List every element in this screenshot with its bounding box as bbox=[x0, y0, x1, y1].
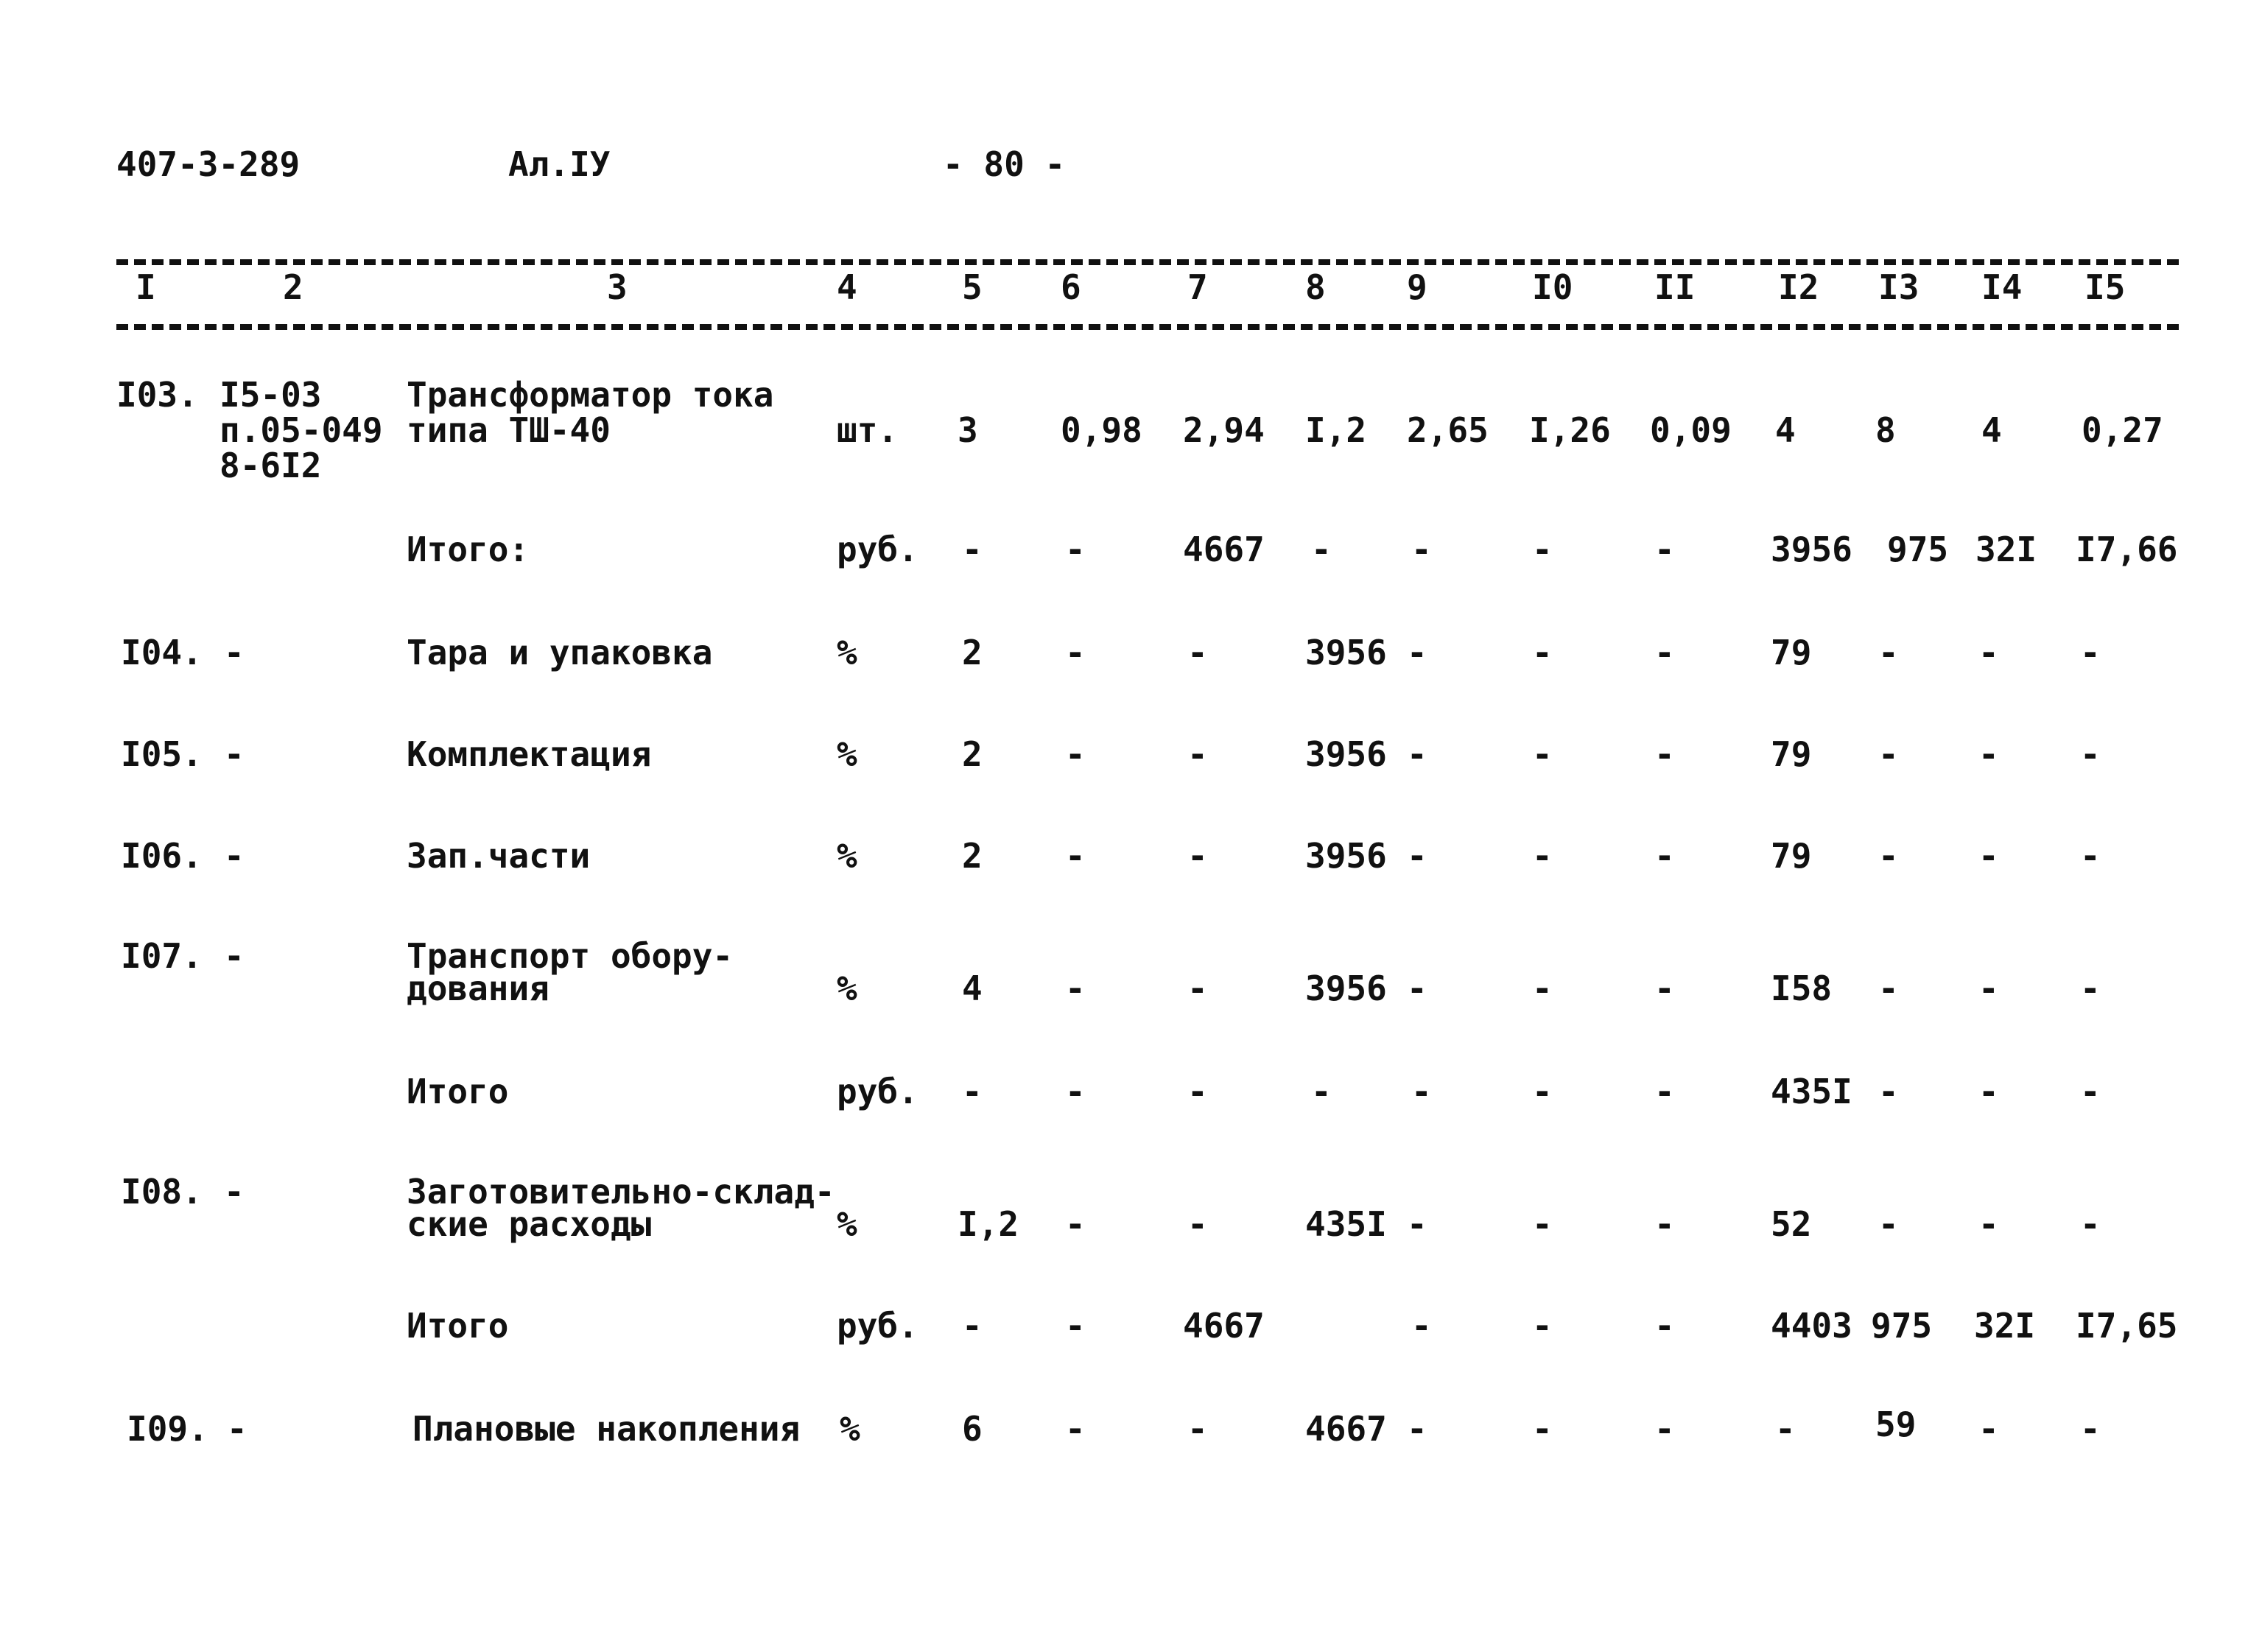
cell-col13: - bbox=[1878, 734, 1899, 774]
cell-col14: - bbox=[1978, 836, 1999, 876]
cell-col8: 3956 bbox=[1305, 836, 1387, 876]
cell-col9: 2,65 bbox=[1407, 410, 1489, 450]
cell-col5: - bbox=[962, 530, 983, 569]
cell-col11: - bbox=[1654, 1072, 1675, 1111]
cell-col10: - bbox=[1532, 633, 1553, 672]
cell-col7: - bbox=[1187, 1072, 1208, 1111]
cell-col5: 2 bbox=[962, 734, 983, 774]
row-name-line: Транспорт обору- bbox=[407, 936, 734, 976]
cell-col11: - bbox=[1654, 836, 1675, 876]
cell-col5: 6 bbox=[962, 1409, 983, 1449]
cell-col6: 0,98 bbox=[1061, 410, 1142, 450]
column-header: II bbox=[1654, 267, 1696, 307]
row-number: I03. bbox=[116, 375, 198, 415]
cell-col10: - bbox=[1532, 1204, 1553, 1244]
cell-col15: - bbox=[2080, 734, 2101, 774]
cell-col11: - bbox=[1654, 734, 1675, 774]
header-bottom-rule bbox=[116, 324, 2179, 330]
cell-col15: - bbox=[2080, 1204, 2101, 1244]
cell-col7: - bbox=[1187, 1409, 1208, 1449]
cell-col7: - bbox=[1187, 1204, 1208, 1244]
cell-col15: I7,66 bbox=[2076, 530, 2178, 569]
cell-col6: - bbox=[1065, 633, 1086, 672]
cell-col12: 79 bbox=[1771, 836, 1812, 876]
cell-col9: - bbox=[1411, 530, 1432, 569]
cell-col15: I7,65 bbox=[2076, 1306, 2178, 1346]
row-code-line: - bbox=[227, 1409, 247, 1449]
cell-col6: - bbox=[1065, 1072, 1086, 1111]
row-name-line: ские расходы bbox=[407, 1204, 652, 1244]
cell-col13: 975 bbox=[1871, 1306, 1933, 1346]
row-code-line: - bbox=[224, 836, 245, 876]
cell-col14: - bbox=[1978, 633, 1999, 672]
cell-col6: - bbox=[1065, 1204, 1086, 1244]
row-name-line: Комплектация bbox=[407, 734, 652, 774]
cell-col10: - bbox=[1532, 1409, 1553, 1449]
column-header: 2 bbox=[283, 267, 303, 307]
cell-col12: I58 bbox=[1771, 969, 1833, 1008]
cell-col5: 2 bbox=[962, 633, 983, 672]
cell-col13: 59 bbox=[1875, 1405, 1917, 1444]
cell-col7: 4667 bbox=[1183, 530, 1265, 569]
header-top-rule bbox=[116, 259, 2179, 265]
cell-col5: I,2 bbox=[958, 1204, 1019, 1244]
column-header: I0 bbox=[1532, 267, 1573, 307]
row-unit: % bbox=[840, 1409, 860, 1449]
row-number: I09. bbox=[127, 1409, 208, 1449]
cell-col6: - bbox=[1065, 1409, 1086, 1449]
column-header: 9 bbox=[1407, 267, 1427, 307]
cell-col14: - bbox=[1978, 1409, 1999, 1449]
cell-col6: - bbox=[1065, 734, 1086, 774]
cell-col13: - bbox=[1878, 633, 1899, 672]
cell-col8: 435I bbox=[1305, 1204, 1387, 1244]
row-code-line: I5-03 bbox=[219, 375, 322, 415]
cell-col7: 2,94 bbox=[1183, 410, 1265, 450]
cell-col10: I,26 bbox=[1529, 410, 1611, 450]
column-header: I2 bbox=[1778, 267, 1819, 307]
cell-col9: - bbox=[1407, 633, 1427, 672]
cell-col8: - bbox=[1311, 530, 1332, 569]
row-name-line: Итого bbox=[407, 1306, 509, 1346]
cell-col9: - bbox=[1407, 969, 1427, 1008]
row-name-line: дования bbox=[407, 969, 549, 1008]
cell-col15: - bbox=[2080, 969, 2101, 1008]
cell-col15: - bbox=[2080, 633, 2101, 672]
cell-col12: 3956 bbox=[1771, 530, 1852, 569]
cell-col14: - bbox=[1978, 1072, 1999, 1111]
page-number: - 80 - bbox=[943, 144, 1066, 184]
cell-col15: - bbox=[2080, 1072, 2101, 1111]
column-header: 4 bbox=[837, 267, 857, 307]
row-code-line: 8-6I2 bbox=[219, 446, 322, 485]
cell-col15: - bbox=[2080, 836, 2101, 876]
cell-col10: - bbox=[1532, 1306, 1553, 1346]
cell-col5: 3 bbox=[958, 410, 978, 450]
row-unit: % bbox=[837, 836, 857, 876]
row-unit: % bbox=[837, 633, 857, 672]
cell-col5: - bbox=[962, 1306, 983, 1346]
cell-col14: - bbox=[1978, 734, 1999, 774]
cell-col8: 4667 bbox=[1305, 1409, 1387, 1449]
cell-col14: - bbox=[1978, 1204, 1999, 1244]
row-code-line: - bbox=[224, 734, 245, 774]
album-number: Ал.IУ bbox=[508, 144, 611, 184]
cell-col15: 0,27 bbox=[2082, 410, 2163, 450]
cell-col11: - bbox=[1654, 1204, 1675, 1244]
row-code-line: - bbox=[224, 936, 245, 976]
cell-col6: - bbox=[1065, 1306, 1086, 1346]
cell-col12: - bbox=[1775, 1409, 1796, 1449]
column-header: 8 bbox=[1305, 267, 1326, 307]
cell-col12: 435I bbox=[1771, 1072, 1852, 1111]
cell-col8: 3956 bbox=[1305, 969, 1387, 1008]
cell-col10: - bbox=[1532, 734, 1553, 774]
row-number: I06. bbox=[121, 836, 203, 876]
cell-col11: - bbox=[1654, 1306, 1675, 1346]
cell-col6: - bbox=[1065, 969, 1086, 1008]
row-name-line: Плановые накопления bbox=[412, 1409, 801, 1449]
cell-col11: - bbox=[1654, 530, 1675, 569]
cell-col15: - bbox=[2080, 1409, 2101, 1449]
cell-col13: - bbox=[1878, 836, 1899, 876]
cell-col11: - bbox=[1654, 969, 1675, 1008]
cell-col7: - bbox=[1187, 969, 1208, 1008]
cell-col13: - bbox=[1878, 1072, 1899, 1111]
cell-col5: 2 bbox=[962, 836, 983, 876]
row-name-line: Тара и упаковка bbox=[407, 633, 713, 672]
row-unit: руб. bbox=[837, 530, 919, 569]
cell-col6: - bbox=[1065, 836, 1086, 876]
cell-col7: 4667 bbox=[1183, 1306, 1265, 1346]
row-unit: руб. bbox=[837, 1072, 919, 1111]
document-code: 407-3-289 bbox=[116, 144, 301, 184]
cell-col8: I,2 bbox=[1305, 410, 1367, 450]
cell-col11: - bbox=[1654, 633, 1675, 672]
cell-col7: - bbox=[1187, 633, 1208, 672]
row-number: I04. bbox=[121, 633, 203, 672]
column-header: I3 bbox=[1878, 267, 1919, 307]
cell-col13: - bbox=[1878, 1204, 1899, 1244]
cell-col8: 3956 bbox=[1305, 734, 1387, 774]
column-header: 3 bbox=[607, 267, 628, 307]
cell-col6: - bbox=[1065, 530, 1086, 569]
cell-col9: - bbox=[1407, 734, 1427, 774]
cell-col7: - bbox=[1187, 836, 1208, 876]
cell-col7: - bbox=[1187, 734, 1208, 774]
cell-col13: 8 bbox=[1875, 410, 1896, 450]
page-header bbox=[0, 144, 2262, 196]
row-unit: % bbox=[837, 1204, 857, 1244]
row-name-line: Итого bbox=[407, 1072, 509, 1111]
cell-col12: 4403 bbox=[1771, 1306, 1852, 1346]
row-code-line: - bbox=[224, 1172, 245, 1212]
cell-col12: 79 bbox=[1771, 734, 1812, 774]
column-header: 5 bbox=[962, 267, 983, 307]
cell-col11: 0,09 bbox=[1650, 410, 1732, 450]
row-unit: % bbox=[837, 969, 857, 1008]
column-header: I4 bbox=[1981, 267, 2023, 307]
cell-col9: - bbox=[1411, 1306, 1432, 1346]
cell-col12: 4 bbox=[1775, 410, 1796, 450]
cell-col13: - bbox=[1878, 969, 1899, 1008]
column-header: 6 bbox=[1061, 267, 1081, 307]
row-unit: % bbox=[837, 734, 857, 774]
row-number: I05. bbox=[121, 734, 203, 774]
cell-col14: 4 bbox=[1981, 410, 2002, 450]
cell-col12: 79 bbox=[1771, 633, 1812, 672]
cell-col9: - bbox=[1407, 1204, 1427, 1244]
cell-col10: - bbox=[1532, 530, 1553, 569]
column-header-row bbox=[0, 267, 2262, 314]
column-header: 7 bbox=[1187, 267, 1208, 307]
cell-col14: 32I bbox=[1974, 1306, 2036, 1346]
row-name-line: Трансформатор тока bbox=[407, 375, 774, 415]
cell-col8: - bbox=[1311, 1072, 1332, 1111]
row-name-line: Заготовительно-склад- bbox=[407, 1172, 835, 1212]
cell-col13: 975 bbox=[1887, 530, 1949, 569]
row-number: I07. bbox=[121, 936, 203, 976]
cell-col5: - bbox=[962, 1072, 983, 1111]
row-unit: шт. bbox=[837, 410, 899, 450]
row-name-line: типа ТШ-40 bbox=[407, 410, 611, 450]
row-number: I08. bbox=[121, 1172, 203, 1212]
cell-col9: - bbox=[1407, 836, 1427, 876]
cell-col9: - bbox=[1407, 1409, 1427, 1449]
row-name-line: Итого: bbox=[407, 530, 530, 569]
row-code-line: п.05-049 bbox=[219, 410, 383, 450]
cell-col10: - bbox=[1532, 836, 1553, 876]
cell-col10: - bbox=[1532, 969, 1553, 1008]
column-header: I5 bbox=[2084, 267, 2126, 307]
cell-col8: 3956 bbox=[1305, 633, 1387, 672]
cell-col9: - bbox=[1411, 1072, 1432, 1111]
cell-col11: - bbox=[1654, 1409, 1675, 1449]
cell-col14: - bbox=[1978, 969, 1999, 1008]
row-name-line: Зап.части bbox=[407, 836, 591, 876]
row-code-line: - bbox=[224, 633, 245, 672]
row-unit: руб. bbox=[837, 1306, 919, 1346]
column-header: I bbox=[136, 267, 156, 307]
cell-col5: 4 bbox=[962, 969, 983, 1008]
cell-col10: - bbox=[1532, 1072, 1553, 1111]
cell-col14: 32I bbox=[1975, 530, 2037, 569]
cell-col12: 52 bbox=[1771, 1204, 1812, 1244]
